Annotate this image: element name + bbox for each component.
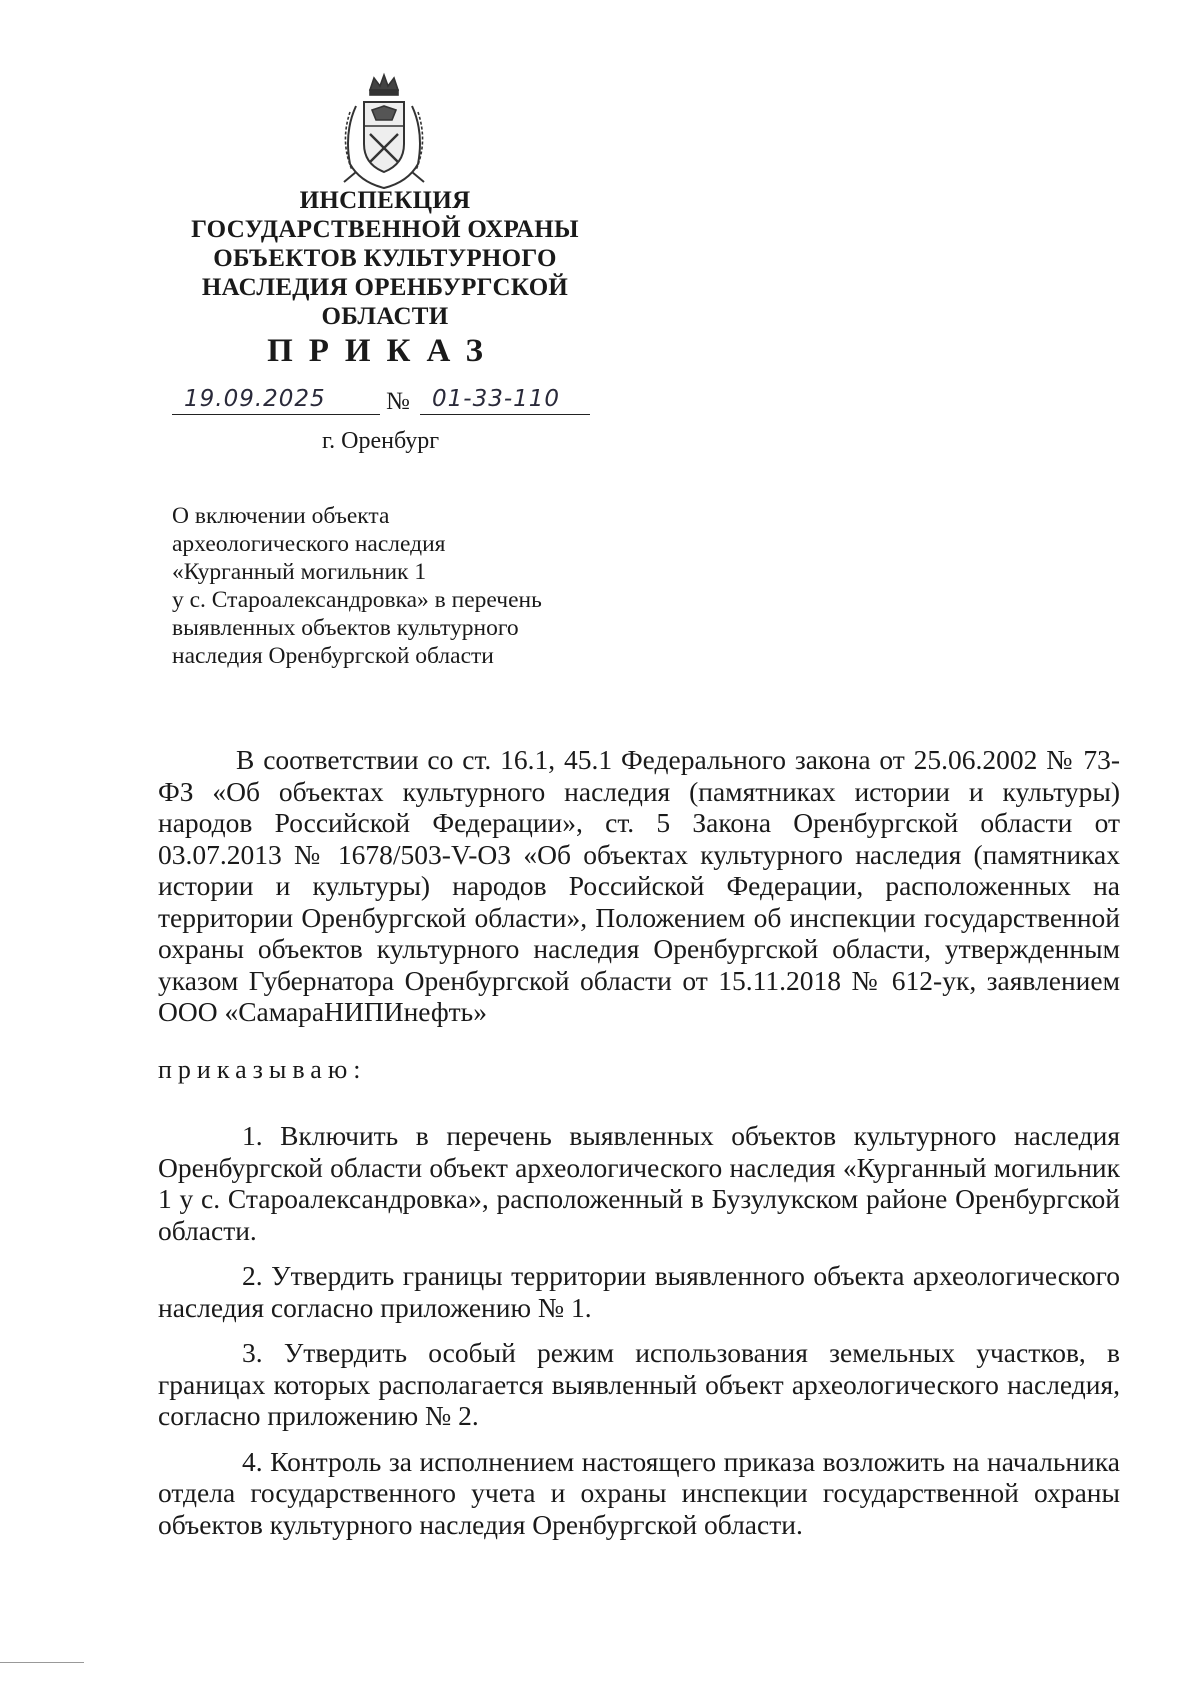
city-label: г. Оренбург: [322, 428, 440, 454]
order-item: 3. Утвердить особый режим использования земельных участков, в границах которых располагается выявленный объект археологического наследия, согласно приложению № 2.: [158, 1337, 1120, 1431]
number-sign: №: [386, 388, 410, 415]
agency-line: ОБЪЕКТОВ КУЛЬТУРНОГО: [213, 245, 557, 272]
order-date: 19.09.2025: [184, 386, 326, 412]
subject-line: у с. Староалександровка» в перечень: [172, 587, 542, 613]
agency-name: [150, 186, 620, 331]
order-subject: [172, 502, 592, 670]
order-date-number: [172, 386, 592, 426]
margin-rule: [0, 1662, 84, 1663]
number-underline: [420, 414, 590, 415]
order-number: 01-33-110: [432, 386, 561, 412]
subject-line: наследия Оренбургской области: [172, 643, 494, 669]
subject-line: выявленных объектов культурного: [172, 615, 519, 641]
date-underline: [172, 414, 380, 415]
order-items: [158, 1120, 1120, 1554]
directive-word: приказываю:: [158, 1055, 367, 1084]
agency-line: ОБЛАСТИ: [321, 303, 449, 330]
subject-line: О включении объекта: [172, 503, 390, 529]
document-type-title: ПРИКАЗ: [267, 333, 499, 369]
subject-line: «Курганный могильник 1: [172, 559, 427, 585]
agency-line: НАСЛЕДИЯ ОРЕНБУРГСКОЙ: [201, 274, 569, 301]
coat-of-arms-icon: [336, 72, 432, 192]
order-item: 1. Включить в перечень выявленных объектов культурного наследия Оренбургской области объект археологического наследия «Курганный могильник 1 у с. Староалександровка», расположенный в Бузулукском районе Оренбургской области.: [158, 1120, 1120, 1246]
order-item: 4. Контроль за исполнением настоящего приказа возложить на начальника отдела государственного учета и охраны инспекции государственной охраны объектов культурного наследия Оренбургской области.: [158, 1445, 1120, 1540]
subject-line: археологического наследия: [172, 531, 446, 557]
agency-line: ИНСПЕКЦИЯ: [299, 187, 471, 214]
order-item: 2. Утвердить границы территории выявленного объекта археологического наследия согласно приложению № 1.: [158, 1260, 1120, 1323]
agency-line: ГОСУДАРСТВЕННОЙ ОХРАНЫ: [191, 216, 579, 243]
preamble-paragraph: [158, 744, 1120, 1028]
preamble-text: В соответствии со ст. 16.1, 45.1 Федерального закона от 25.06.2002 № 73-ФЗ «Об объектах культурного наследия (памятниках истории и культуры) народов Российской Федерации», ст. 5 Закона Оренбургской области от 03.07.2013 № 1678/503-V-ОЗ «Об объектах культурного наследия (памятниках истории и культуры) народов Российской Федерации, расположенных на территории Оренбургской области», Положением об инспекции государственной охраны объектов культурного наследия Оренбургской области, утвержденным указом Губернатора Оренбургской области от 15.11.2018 № 612-ук, заявлением ООО «СамараНИПИнефть»: [158, 744, 1120, 1027]
